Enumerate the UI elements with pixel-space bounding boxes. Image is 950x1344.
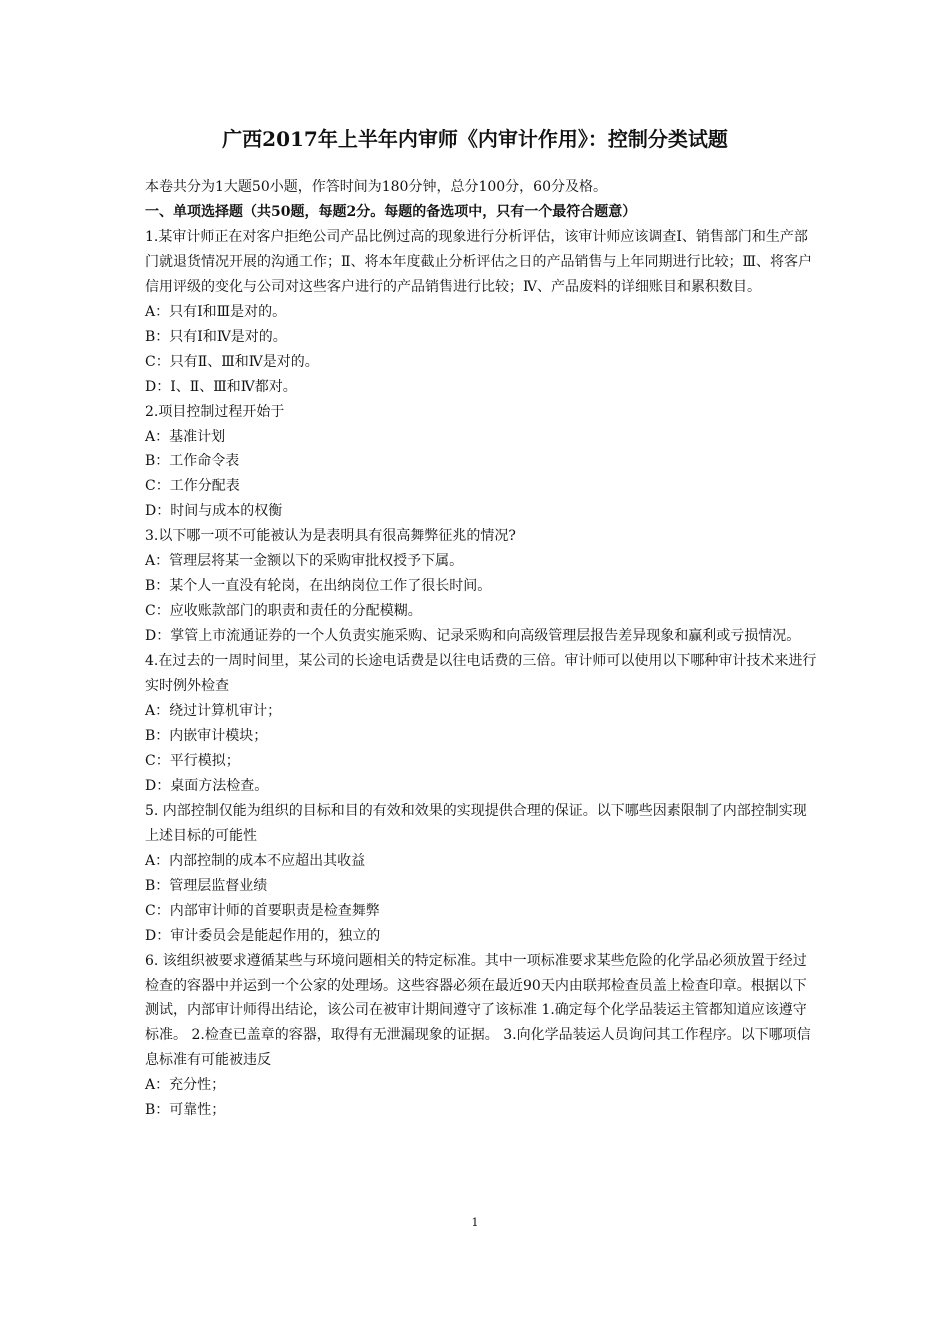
question-option: D：时间与成本的权衡 bbox=[145, 503, 283, 520]
page-number: 1 bbox=[471, 1216, 479, 1229]
question-option: A：充分性； bbox=[145, 1077, 226, 1094]
question-stem: 1.某审计师正在对客户拒绝公司产品比例过高的现象进行分析评估，该审计师应该调查Ⅰ、销售部门和生产部门就退货情况开展的沟通工作；Ⅱ、将本年度截止分析评估之日的产品销售与上年同期进行比较；Ⅲ、将客户信用评级的变化与公司对这些客户进行的产品销售进行比较；Ⅳ、产品废料的详细账目和累积数目。 bbox=[145, 228, 813, 295]
question-stem: 4.在过去的一周时间里，某公司的长途电话费是以往电话费的三倍。审计师可以使用以下哪种审计技术来进行实时例外检查 bbox=[145, 653, 817, 695]
question-option: C：平行模拟； bbox=[145, 752, 240, 769]
question-option: B：某个人一直没有轮岗，在出纳岗位工作了很长时间。 bbox=[145, 578, 492, 595]
question-option: C：只有Ⅱ、Ⅲ和Ⅳ是对的。 bbox=[145, 353, 319, 370]
question-option: C：应收账款部门的职责和责任的分配模糊。 bbox=[145, 603, 422, 620]
question-3 bbox=[145, 524, 817, 649]
question-option: A：内部控制的成本不应超出其收益 bbox=[145, 852, 366, 869]
question-option: B：内嵌审计模块； bbox=[145, 727, 268, 744]
question-stem: 3.以下哪一项不可能被认为是表明具有很高舞弊征兆的情况? bbox=[145, 528, 516, 545]
question-4 bbox=[145, 649, 817, 799]
question-stem: 5. 内部控制仅能为组织的目标和目的有效和效果的实现提供合理的保证。以下哪些因素限制了内部控制实现上述目标的可能性 bbox=[145, 802, 807, 844]
question-stem: 6. 该组织被要求遵循某些与环境问题相关的特定标准。其中一项标准要求某些危险的化学品必须放置于经过检查的容器中并运到一个公家的处理场。这些容器必须在最近90天内由联邦检查员盖上检查印章。根据以下测试，内部审计师得出结论，该公司在被审计期间遵守了该标准 1.确定每个化学品装运主管都知道应该遵守标准。 2.检查已盖章的容器，取得有无泄漏现象的证据。 3.向化学品装运人员询问其工作程序。以下哪项信息标准有可能被违反 bbox=[145, 952, 811, 1069]
question-option: B：工作命令表 bbox=[145, 453, 240, 470]
question-option: D：桌面方法检查。 bbox=[145, 777, 269, 794]
question-option: B：可靠性； bbox=[145, 1102, 226, 1119]
question-1 bbox=[145, 225, 817, 400]
question-6 bbox=[145, 949, 817, 1124]
question-option: A：只有Ⅰ和Ⅲ是对的。 bbox=[145, 303, 287, 320]
question-option: C：内部审计师的首要职责是检查舞弊 bbox=[145, 902, 380, 919]
question-option: D：Ⅰ、Ⅱ、Ⅲ和Ⅳ都对。 bbox=[145, 378, 297, 395]
question-option: D：掌管上市流通证券的一个人负责实施采购、记录采购和向高级管理层报告差异现象和赢利或亏损情况。 bbox=[145, 628, 801, 645]
document-body bbox=[145, 175, 817, 1123]
intro-text: 本卷共分为1大题50小题，作答时间为180分钟，总分100分，60分及格。 bbox=[145, 179, 607, 195]
question-option: B：只有Ⅰ和Ⅳ是对的。 bbox=[145, 328, 287, 345]
question-option: A：基准计划 bbox=[145, 428, 226, 445]
question-option: A：管理层将某一金额以下的采购审批权授予下属。 bbox=[145, 553, 464, 570]
question-option: B：管理层监督业绩 bbox=[145, 877, 268, 894]
question-stem: 2.项目控制过程开始于 bbox=[145, 403, 285, 420]
question-option: C：工作分配表 bbox=[145, 478, 240, 495]
question-option: A：绕过计算机审计； bbox=[145, 703, 282, 720]
question-2 bbox=[145, 400, 817, 525]
question-5 bbox=[145, 799, 817, 949]
question-option: D：审计委员会是能起作用的，独立的 bbox=[145, 927, 381, 944]
section-heading: 一、单项选择题（共50题，每题2分。每题的备选项中，只有一个最符合题意） bbox=[145, 203, 637, 220]
document-title: 广西2017年上半年内审师《内审计作用》：控制分类试题 bbox=[222, 127, 728, 151]
